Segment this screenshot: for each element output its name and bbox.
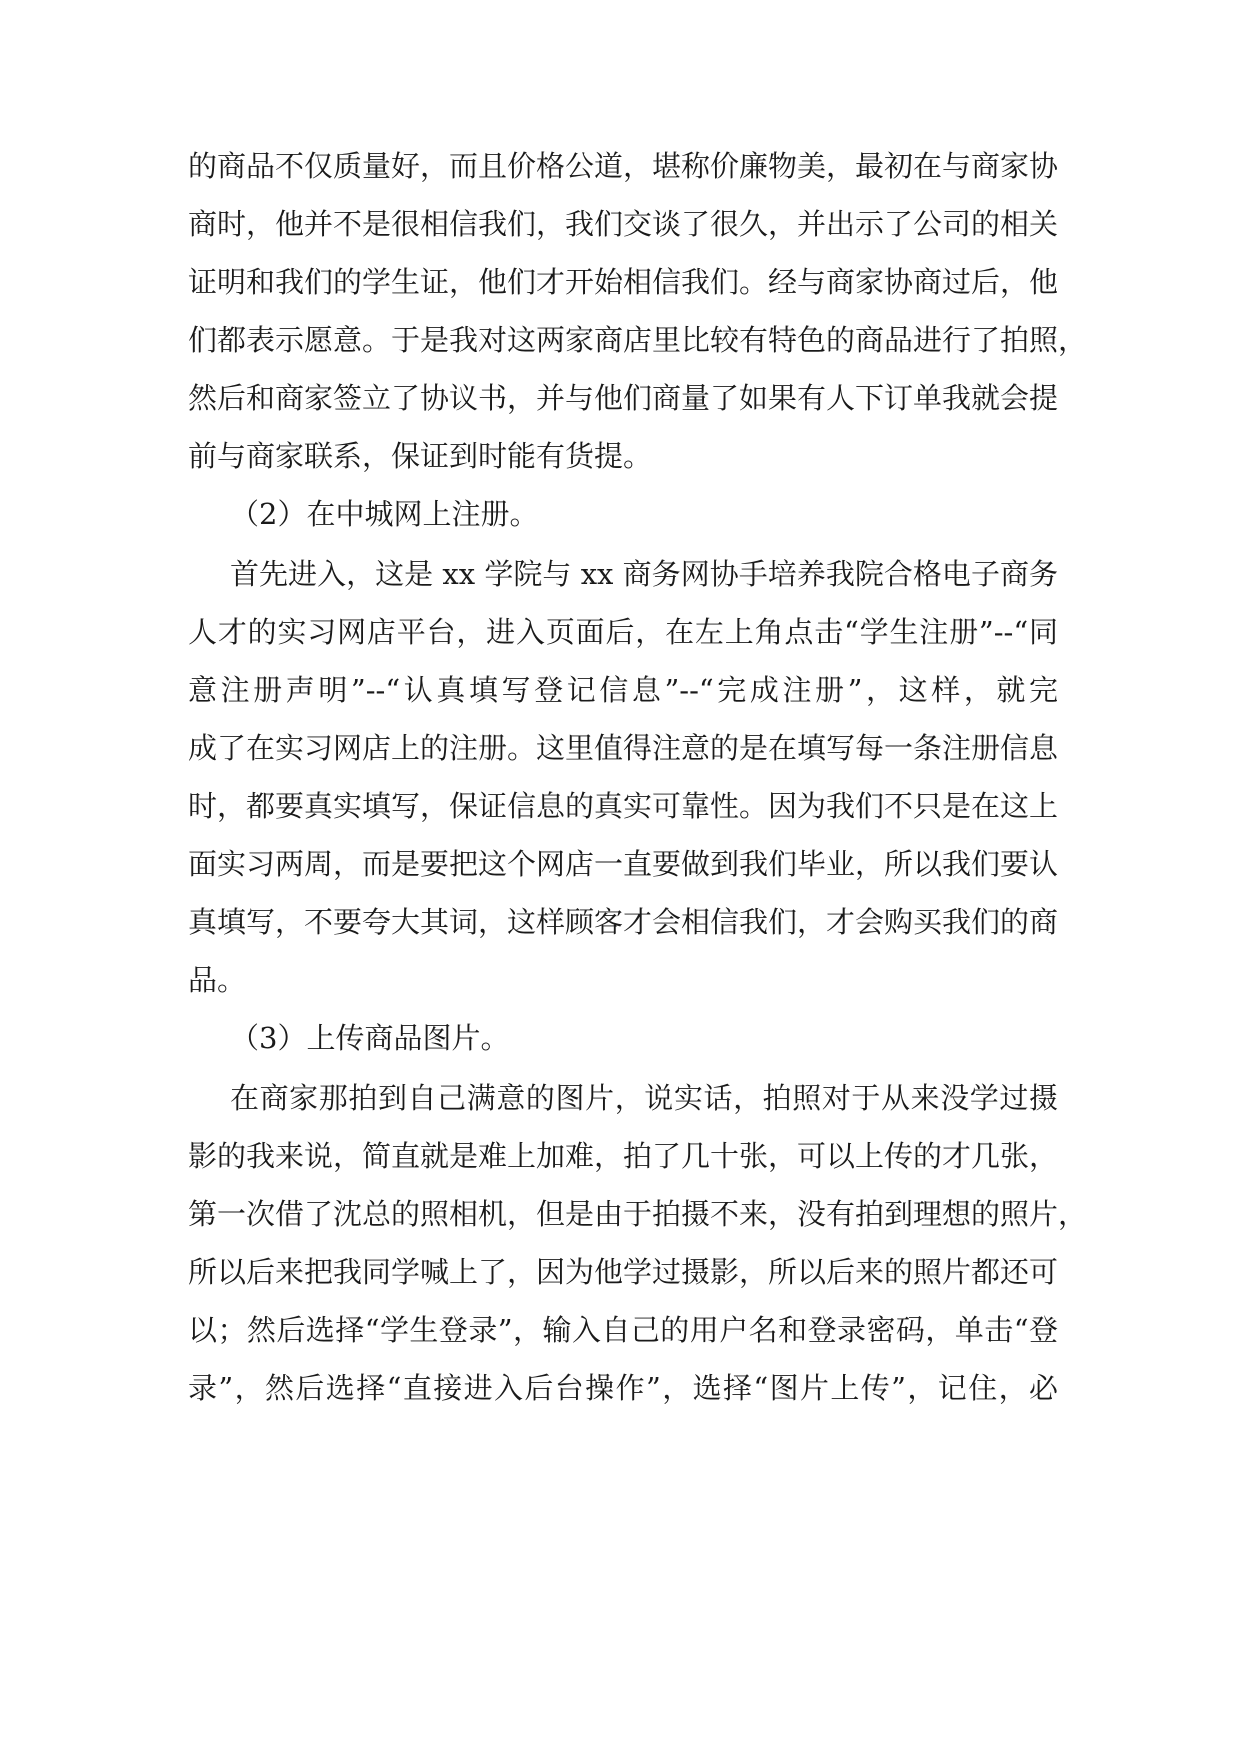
paragraph-line: 人才的实习网店平台，进入页面后，在左上角点击“学生注册”--“同: [188, 615, 1058, 649]
paragraph-line: 以；然后选择“学生登录”，输入自己的用户名和登录密码，单击“登: [188, 1313, 1058, 1347]
section-heading: （3）上传商品图片。: [230, 1021, 510, 1055]
paragraph-line: 品。: [188, 963, 247, 997]
paragraph-line: 所以后来把我同学喊上了，因为他学过摄影，所以后来的照片都还可: [188, 1255, 1059, 1289]
paragraph-line: 证明和我们的学生证，他们才开始相信我们。经与商家协商过后，他: [188, 265, 1059, 299]
paragraph-line: 时，都要真实填写，保证信息的真实可靠性。因为我们不只是在这上: [188, 789, 1059, 823]
paragraph-line: 第一次借了沈总的照相机，但是由于拍摄不来，没有拍到理想的照片，: [188, 1197, 1088, 1231]
paragraph-line: 意注册声明”--“认真填写登记信息”--“完成注册”，这样，就完: [188, 673, 1058, 707]
paragraph-line: 在商家那拍到自己满意的图片，说实话，拍照对于从来没学过摄: [230, 1081, 1058, 1115]
paragraph-line: 前与商家联系，保证到时能有货提。: [188, 439, 653, 473]
paragraph-line: 成了在实习网店上的注册。这里值得注意的是在填写每一条注册信息: [188, 731, 1059, 765]
paragraph-line: 面实习两周，而是要把这个网店一直要做到我们毕业，所以我们要认: [188, 847, 1059, 881]
paragraph-line: 商时，他并不是很相信我们，我们交谈了很久，并出示了公司的相关: [188, 207, 1059, 241]
paragraph-line: 首先进入，这是 xx 学院与 xx 商务网协手培养我院合格电子商务: [230, 557, 1058, 591]
paragraph-line: 影的我来说，简直就是难上加难，拍了几十张，可以上传的才几张，: [188, 1139, 1059, 1173]
paragraph-line: 然后和商家签立了协议书，并与他们商量了如果有人下订单我就会提: [188, 381, 1059, 415]
section-heading: （2）在中城网上注册。: [230, 497, 539, 531]
paragraph-line: 们都表示愿意。于是我对这两家商店里比较有特色的商品进行了拍照，: [188, 323, 1088, 357]
paragraph-line: 录”，然后选择“直接进入后台操作”，选择“图片上传”，记住，必: [188, 1371, 1058, 1405]
paragraph-line: 的商品不仅质量好，而且价格公道，堪称价廉物美，最初在与商家协: [188, 149, 1059, 183]
paragraph-line: 真填写，不要夸大其词，这样顾客才会相信我们，才会购买我们的商: [188, 905, 1059, 939]
